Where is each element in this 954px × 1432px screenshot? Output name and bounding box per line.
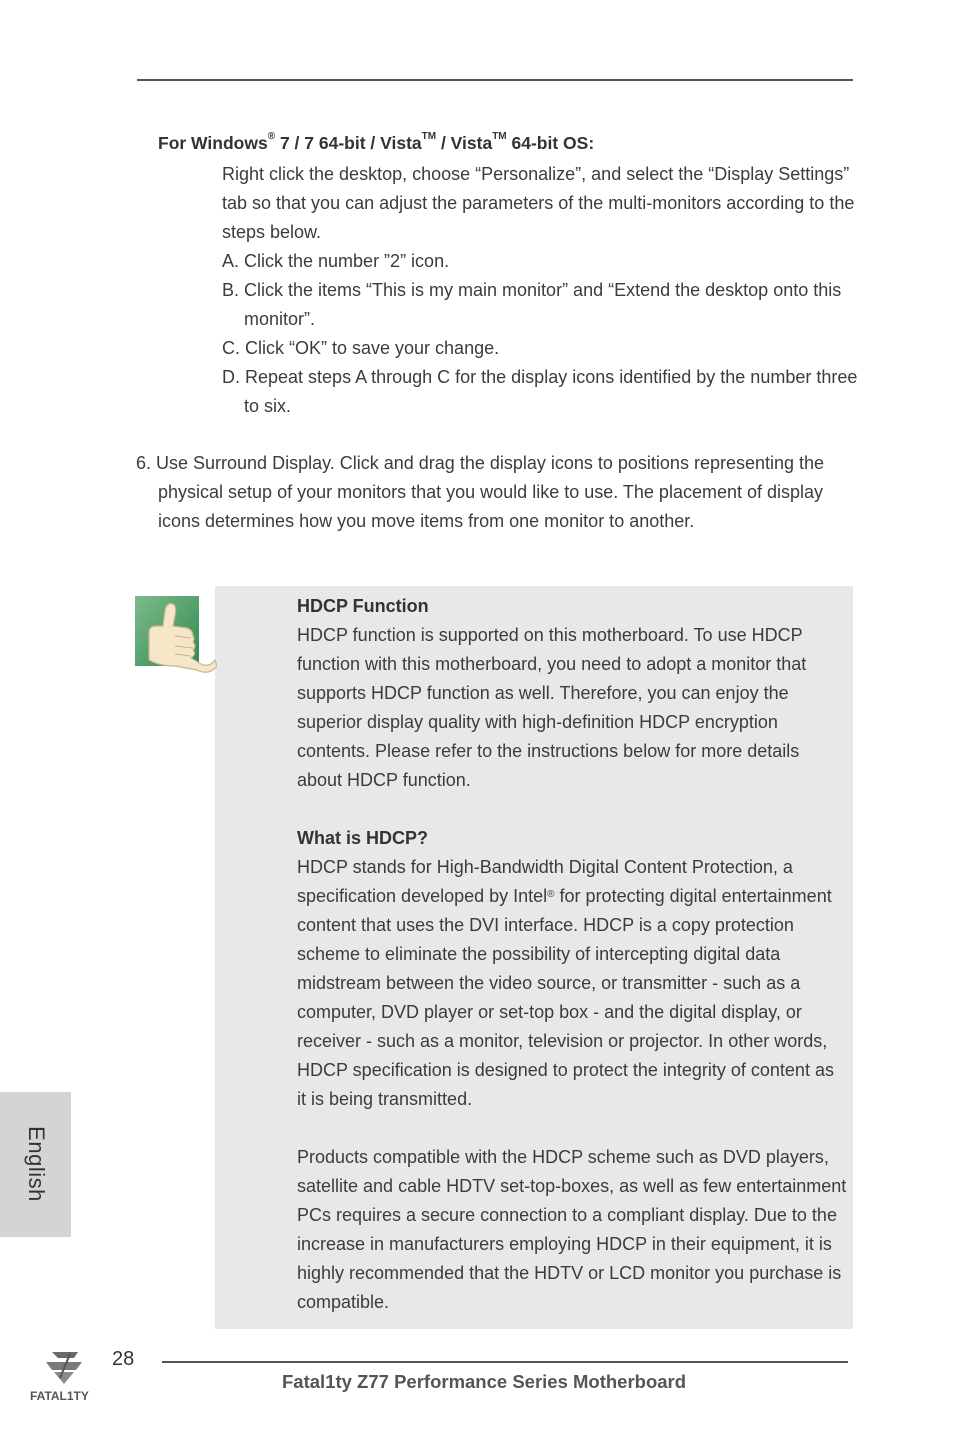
thumbs-up-icon (135, 596, 217, 676)
what-is-hdcp-heading: What is HDCP? (297, 828, 429, 848)
hdcp-function-heading: HDCP Function (297, 596, 429, 616)
svg-text:FATAL1TY: FATAL1TY (30, 1389, 89, 1403)
fatal1ty-logo (30, 1348, 106, 1406)
language-label: English (24, 1126, 49, 1202)
compatible-products-paragraph: Products compatible with the HDCP scheme such as DVD players, satellite and cable HDTV set-top-boxes, as well as few entertainment PCs requires a secure connection to a compliant display. Due to the increase in manufacturers employing HDCP in their equipment, it is highly recommended that the HDTV or LCD monitor you purchase is compatible. (297, 1147, 847, 1312)
step-b: B. Click the items “This is my main monitor” and “Extend the desktop onto this monitor”. (222, 280, 842, 329)
step-c: C. Click “OK” to save your change. (222, 338, 500, 358)
windows-heading: For Windows® 7 / 7 64-bit / Vista™ / Vista™ 64-bit OS: (158, 131, 595, 153)
windows-instructions (222, 160, 862, 421)
top-divider (137, 79, 853, 81)
language-tab (0, 1092, 71, 1237)
step-a: A. Click the number ”2” icon. (222, 251, 450, 271)
instructions-intro: Right click the desktop, choose “Personalize”, and select the “Display Settings” tab so that you can adjust the parameters of the multi-monitors according to the steps below. (222, 164, 855, 242)
hdcp-function-paragraph: HDCP function is supported on this motherboard. To use HDCP function with this motherboard, you need to adopt a monitor that supports HDCP function as well. Therefore, you can enjoy the superior display quality with high-definition HDCP encryption contents. Please refer to the instructions below for more details about HDCP function. (297, 625, 807, 790)
page-number: 28 (112, 1348, 135, 1370)
step-d: D. Repeat steps A through C for the display icons identified by the number three to six. (222, 367, 858, 416)
bottom-divider (162, 1361, 848, 1363)
what-is-hdcp-paragraph: HDCP stands for High-Bandwidth Digital Content Protection, a specification developed by Intel® for protecting digital entertainment content that uses the DVI interface. HDCP is a copy protection scheme to eliminate the possibility of intercepting digital data midstream between the video source, or transmitter - such as a computer, DVD player or set-top box - and the digital display, or receiver - such as a monitor, television or projector. In other words, HDCP specification is designed to protect the integrity of content as it is being transmitted. (297, 857, 834, 1109)
hdcp-note-text (297, 592, 847, 1317)
list-item-6: 6. Use Surround Display. Click and drag the display icons to positions representing the physical setup of your monitors that you would like to use. The placement of display icons determines how you move items from one monitor to another. (136, 453, 825, 531)
footer-title: Fatal1ty Z77 Performance Series Motherboard (282, 1371, 687, 1392)
